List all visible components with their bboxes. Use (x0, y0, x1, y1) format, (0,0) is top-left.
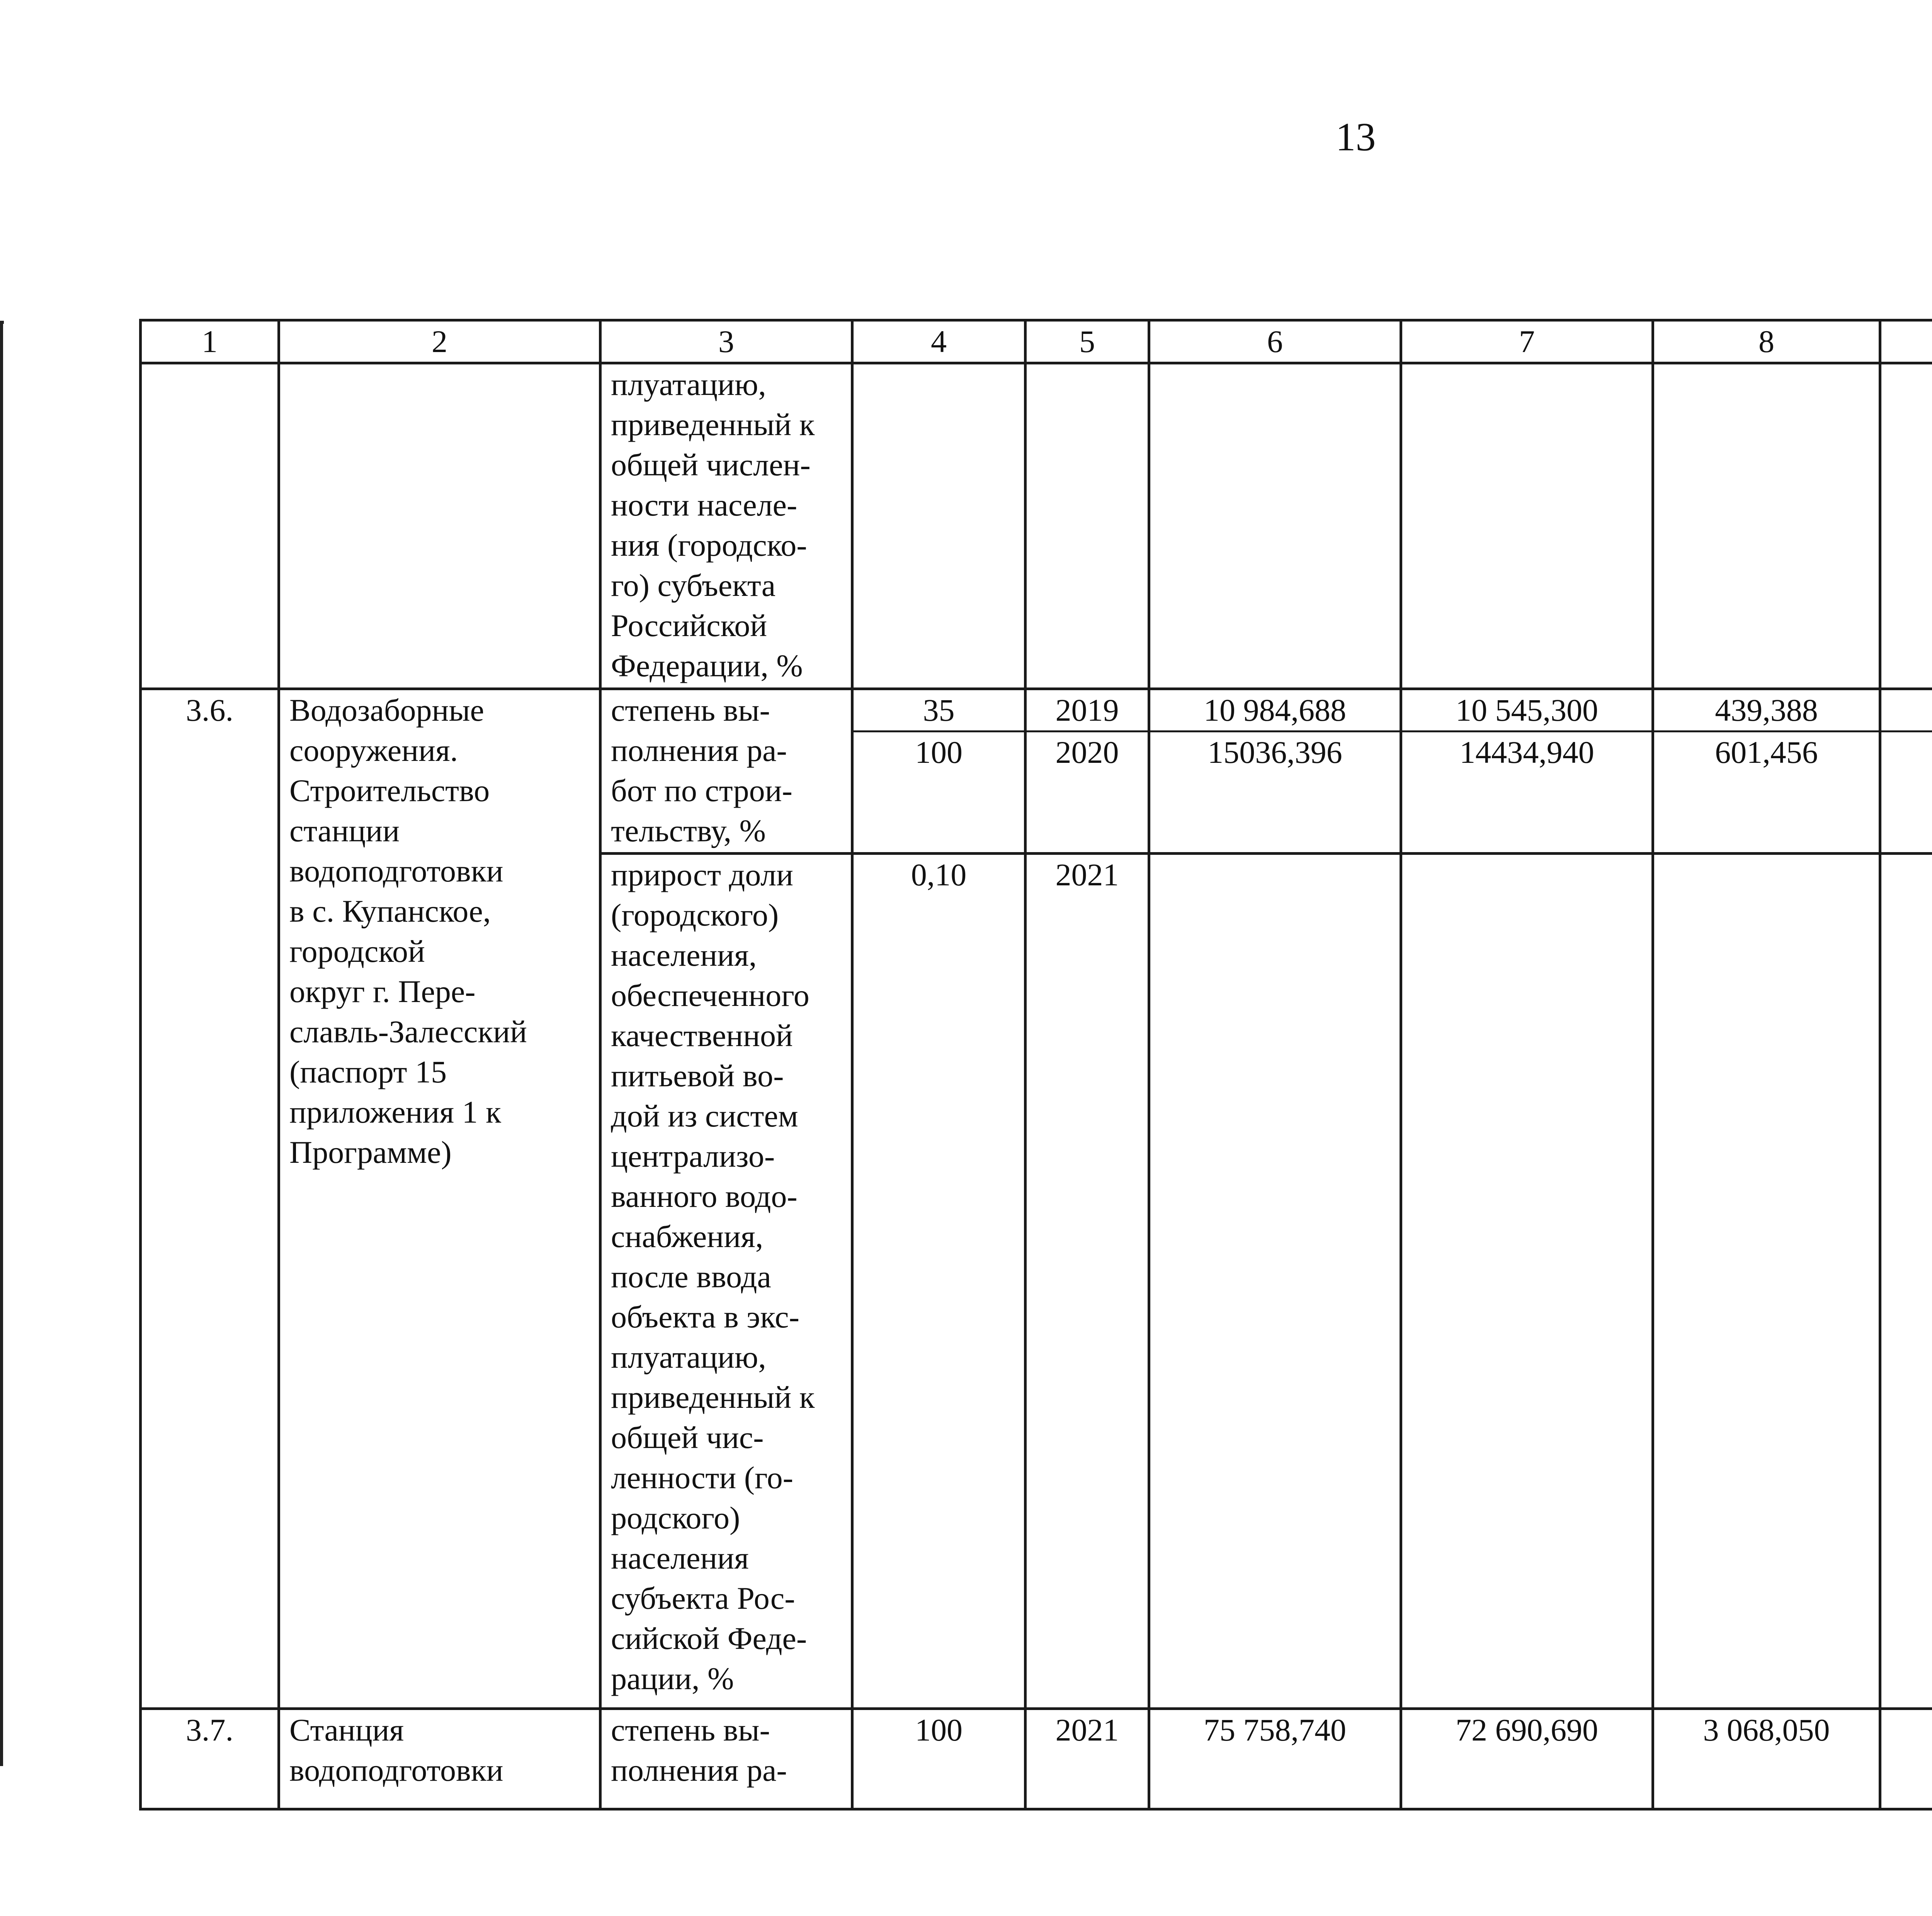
indicator-line: дой из систем (611, 1098, 798, 1133)
year-value: 2021 (1026, 854, 1149, 1709)
object-line: округ г. Пере- (289, 974, 476, 1009)
indicator-line: приведенный к (611, 407, 815, 442)
column-number: 7 (1401, 320, 1653, 363)
indicator-line: тельству, % (611, 813, 766, 848)
local-value (1881, 690, 1932, 730)
total-value: 10 984,688 (1204, 693, 1346, 728)
indicator-line: объекта в экс- (611, 1299, 799, 1334)
indicator-line: ности населе- (611, 487, 798, 522)
indicator-line: населения (611, 1540, 749, 1576)
row-number: 3.7. (141, 1709, 279, 1809)
indicator-line: (городского) (611, 897, 779, 932)
object-line: славль-Залесский (289, 1014, 527, 1049)
object-name-cell (279, 689, 600, 1709)
indicator-line: общей чис- (611, 1420, 764, 1455)
object-line: (паспорт 15 (289, 1054, 447, 1089)
object-name-cell (279, 1709, 600, 1809)
object-line: Станция (289, 1712, 404, 1748)
regional-value: 601,456 (1654, 730, 1879, 773)
column-number: 1 (141, 320, 279, 363)
indicator-line: степень вы- (611, 1712, 770, 1748)
program-table (139, 319, 1932, 1811)
object-line: Водозаборные (289, 693, 484, 728)
indicator-line: Федерации, % (611, 648, 803, 683)
indicator-line: снабжения, (611, 1219, 764, 1254)
target-value-cell (852, 689, 1026, 854)
indicator-line: бот по строи- (611, 773, 793, 808)
indicator-line: рации, % (611, 1661, 734, 1696)
indicator-line: питьевой во- (611, 1058, 784, 1093)
table-row-continuation (141, 363, 1932, 689)
column-number (1880, 320, 1932, 363)
local-value (1880, 1709, 1932, 1809)
row-number: 3.6. (141, 689, 279, 1709)
total-cell (1149, 689, 1401, 854)
indicator-line: ванного водо- (611, 1179, 798, 1214)
indicator-line: обеспеченного (611, 978, 810, 1013)
total-value: 15036,396 (1150, 730, 1400, 773)
indicator-line: централизо- (611, 1138, 775, 1174)
indicator-line: Российской (611, 608, 767, 643)
column-number: 4 (852, 320, 1026, 363)
indicator-line: ния (городско- (611, 527, 807, 563)
local-cell (1880, 689, 1932, 854)
regional-value: 439,388 (1715, 693, 1818, 728)
indicator-line: приведенный к (611, 1380, 815, 1415)
page-number: 13 (1335, 115, 1376, 159)
column-number: 5 (1026, 320, 1149, 363)
object-line: городской (289, 934, 425, 969)
indicator-line: полнения ра- (611, 733, 787, 768)
target-value: 0,10 (852, 854, 1026, 1709)
indicator-line: го) субъекта (611, 568, 776, 603)
object-line: Программе) (289, 1135, 452, 1170)
total-value: 75 758,740 (1149, 1709, 1401, 1809)
indicator-cell (600, 1709, 852, 1809)
margin-bracket (0, 321, 4, 1766)
object-line: водоподготовки (289, 853, 503, 888)
object-line: водоподготовки (289, 1753, 503, 1788)
column-number: 6 (1149, 320, 1401, 363)
federal-cell (1401, 689, 1653, 854)
indicator-line: плуатацию, (611, 1339, 766, 1375)
object-line: сооружения. (289, 733, 458, 768)
object-line: в с. Купанское, (289, 893, 491, 929)
indicator-line: степень вы- (611, 693, 770, 728)
indicator-line: после ввода (611, 1259, 771, 1294)
indicator-cell (600, 854, 852, 1709)
column-number-row (141, 320, 1932, 363)
object-line: приложения 1 к (289, 1094, 501, 1130)
target-value: 100 (852, 1709, 1026, 1809)
year-value: 2020 (1027, 730, 1148, 773)
table-row-3-7 (141, 1709, 1932, 1809)
indicator-line: качественной (611, 1018, 793, 1053)
indicator-line: сийской Феде- (611, 1621, 807, 1656)
object-line: станции (289, 813, 400, 848)
object-line: Строительство (289, 773, 490, 808)
year-cell (1026, 689, 1149, 854)
column-number: 2 (279, 320, 600, 363)
indicator-line: населения, (611, 938, 757, 973)
column-number: 3 (600, 320, 852, 363)
indicator-line: субъекта Рос- (611, 1581, 795, 1616)
regional-cell (1653, 689, 1880, 854)
year-value: 2021 (1026, 1709, 1149, 1809)
indicator-line: общей числен- (611, 447, 811, 482)
indicator-line: родского) (611, 1500, 740, 1535)
federal-value: 72 690,690 (1401, 1709, 1653, 1809)
indicator-line: ленности (го- (611, 1460, 793, 1495)
indicator-line: прирост доли (611, 857, 793, 892)
column-number: 8 (1653, 320, 1880, 363)
table-row-3-6-a (141, 689, 1932, 854)
federal-value: 14434,940 (1402, 730, 1651, 773)
federal-value: 10 545,300 (1456, 693, 1598, 728)
indicator-cell (600, 689, 852, 854)
regional-value: 3 068,050 (1653, 1709, 1880, 1809)
indicator-line: плуатацию, (611, 367, 766, 402)
local-value (1881, 730, 1932, 773)
indicator-cell (600, 363, 852, 689)
target-value: 100 (854, 730, 1024, 773)
indicator-line: полнения ра- (611, 1753, 787, 1788)
year-value: 2019 (1055, 693, 1119, 728)
target-value: 35 (923, 693, 955, 728)
